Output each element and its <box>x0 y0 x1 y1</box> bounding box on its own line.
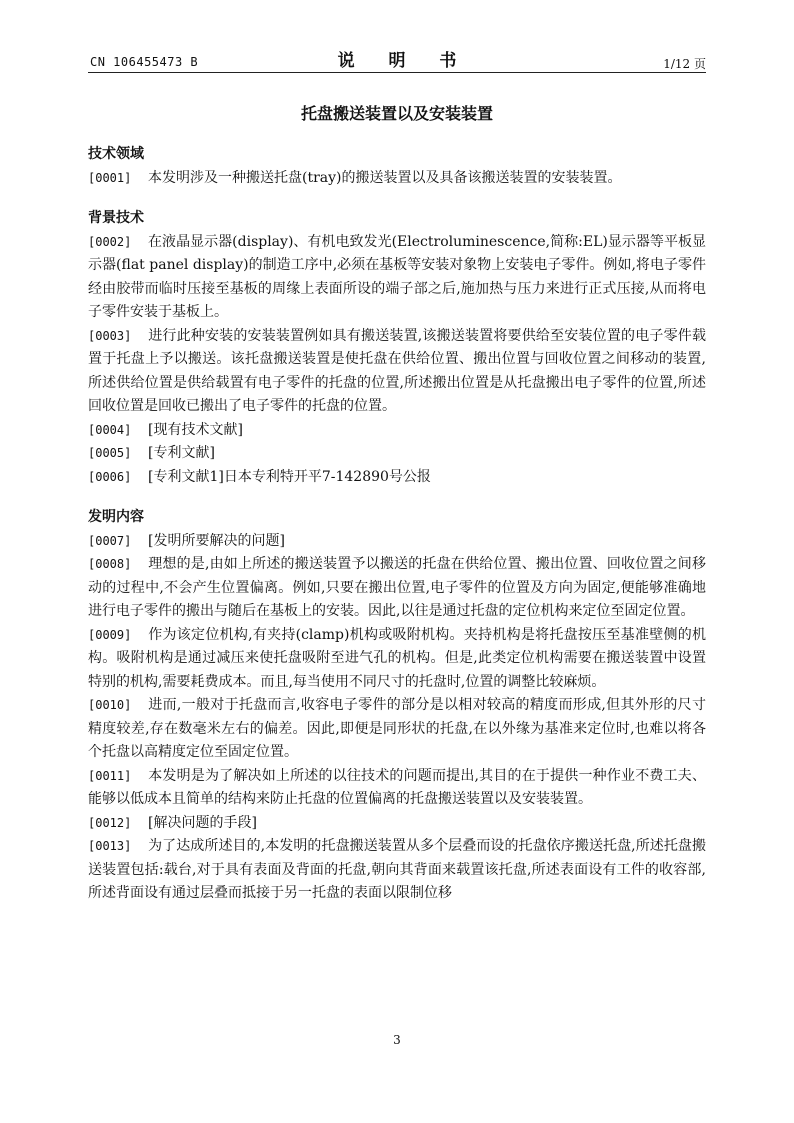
paragraph-text: [现有技术文献] <box>148 421 243 438</box>
document-title: 托盘搬送装置以及安装装置 <box>300 104 493 123</box>
paragraph-number: [0009] <box>88 627 132 642</box>
paragraph-number: [0012] <box>88 815 132 830</box>
paragraph-text: 理想的是,由如上所述的搬送装置予以搬送的托盘在供给位置、搬出位置、回收位置之间移动的过程中,不会产生位置偏离。例如,只要在搬出位置,电子零件的位置及方向为固定,便能够准确地进行电子零件的搬出与随后在基板上的安装。因此,以往是通过托盘的定位机构来定位至固定位置。 <box>88 556 706 619</box>
paragraph-number: [0007] <box>88 533 132 548</box>
paragraph <box>88 167 706 191</box>
paragraph <box>88 553 706 624</box>
paragraph <box>88 530 706 554</box>
section-heading: 背景技术 <box>88 210 144 226</box>
paragraph-number: [0011] <box>88 768 132 783</box>
paragraph-number: [0006] <box>88 469 132 484</box>
paragraph <box>88 442 706 466</box>
paragraph-number: [0010] <box>88 698 132 712</box>
paragraph <box>88 835 706 906</box>
paragraph <box>88 466 706 490</box>
section-summary <box>88 506 706 906</box>
paragraph-number: [0003] <box>88 328 132 343</box>
paragraph-text: 作为该定位机构,有夹持(clamp)机构或吸附机构。夹持机构是将托盘按压至基准壁侧的机构。吸附机构是通过减压来使托盘吸附至进气孔的机构。但是,此类定位机构需要在搬送装置中设置特别的机构,需要耗费成本。而且,每当使用不同尺寸的托盘时,位置的调整比较麻烦。 <box>88 626 706 690</box>
paragraph-text: 本发明是为了解决如上所述的以往技术的问题而提出,其目的在于提供一种作业不费工夫、能够以低成本且简单的结构来防止托盘的位置偏离的托盘搬送装置以及安装装置。 <box>88 767 706 807</box>
paragraph-text: [解决问题的手段] <box>148 814 257 831</box>
header-divider <box>88 72 706 73</box>
section-background <box>88 207 706 489</box>
document-body <box>88 143 706 906</box>
section-heading: 技术领域 <box>88 146 144 162</box>
patent-number: CN 106455473 B <box>90 55 199 69</box>
paragraph-number: [0013] <box>88 839 132 853</box>
paragraph-text: 在液晶显示器(display)、有机电致发光(Electroluminescence,简称:EL)显示器等平板显示器(flat panel display)的制造工序中,必须在基板等安装对象物上安装电子零件。例如,将电子零件经由胶带而临时压接至基板的周缘上表面所设的端子部之后,施加热与压力来进行正式压接,从而将电子零件安装于基板上。 <box>88 233 706 320</box>
section-technical-field <box>88 143 706 190</box>
section-label: 说 明 书 <box>337 51 471 71</box>
paragraph-text: [发明所要解决的问题] <box>148 532 285 549</box>
section-heading: 发明内容 <box>88 509 144 525</box>
paragraph-text: 进而,一般对于托盘而言,收容电子零件的部分是以相对较高的精度而形成,但其外形的尺寸精度较差,存在数毫米左右的偏差。因此,即便是同形状的托盘,在以外缘为基准来定位时,也难以将各个托盘以高精度定位至固定位置。 <box>88 697 706 760</box>
paragraph-number: [0005] <box>88 446 132 460</box>
paragraph <box>88 325 706 419</box>
paragraph-text: [专利文献] <box>148 445 215 461</box>
paragraph-number: [0002] <box>88 234 132 249</box>
page-indicator: 1/12 页 <box>663 57 706 71</box>
paragraph-number: [0001] <box>88 170 132 185</box>
paragraph <box>88 694 706 765</box>
paragraph-number: [0004] <box>88 422 132 437</box>
page-number: 3 <box>393 1033 401 1047</box>
paragraph <box>88 765 706 812</box>
paragraph-text: 为了达成所述目的,本发明的托盘搬送装置从多个层叠而设的托盘依序搬送托盘,所述托盘搬送装置包括:载台,对于具有表面及背面的托盘,朝向其背面来载置该托盘,所述表面设有工件的收容部,所述背面设有通过层叠而抵接于另一托盘的表面以限制位移 <box>88 838 706 901</box>
paragraph-text: 进行此种安装的安装装置例如具有搬送装置,该搬送装置将要供给至安装位置的电子零件载置于托盘上予以搬送。该托盘搬送装置是使托盘在供给位置、搬出位置与回收位置之间移动的装置,所述供给位置是供给载置有电子零件的托盘的位置,所述搬出位置是从托盘搬出电子零件的位置,所述回收位置是回收已搬出了电子零件的托盘的位置。 <box>88 327 706 414</box>
paragraph <box>88 812 706 836</box>
paragraph <box>88 231 706 325</box>
paragraph <box>88 419 706 443</box>
paragraph-text: [专利文献1]日本专利特开平7-142890号公报 <box>148 468 431 485</box>
paragraph-number: [0008] <box>88 557 132 571</box>
paragraph-text: 本发明涉及一种搬送托盘(tray)的搬送装置以及具备该搬送装置的安装装置。 <box>148 169 622 186</box>
paragraph <box>88 624 706 695</box>
